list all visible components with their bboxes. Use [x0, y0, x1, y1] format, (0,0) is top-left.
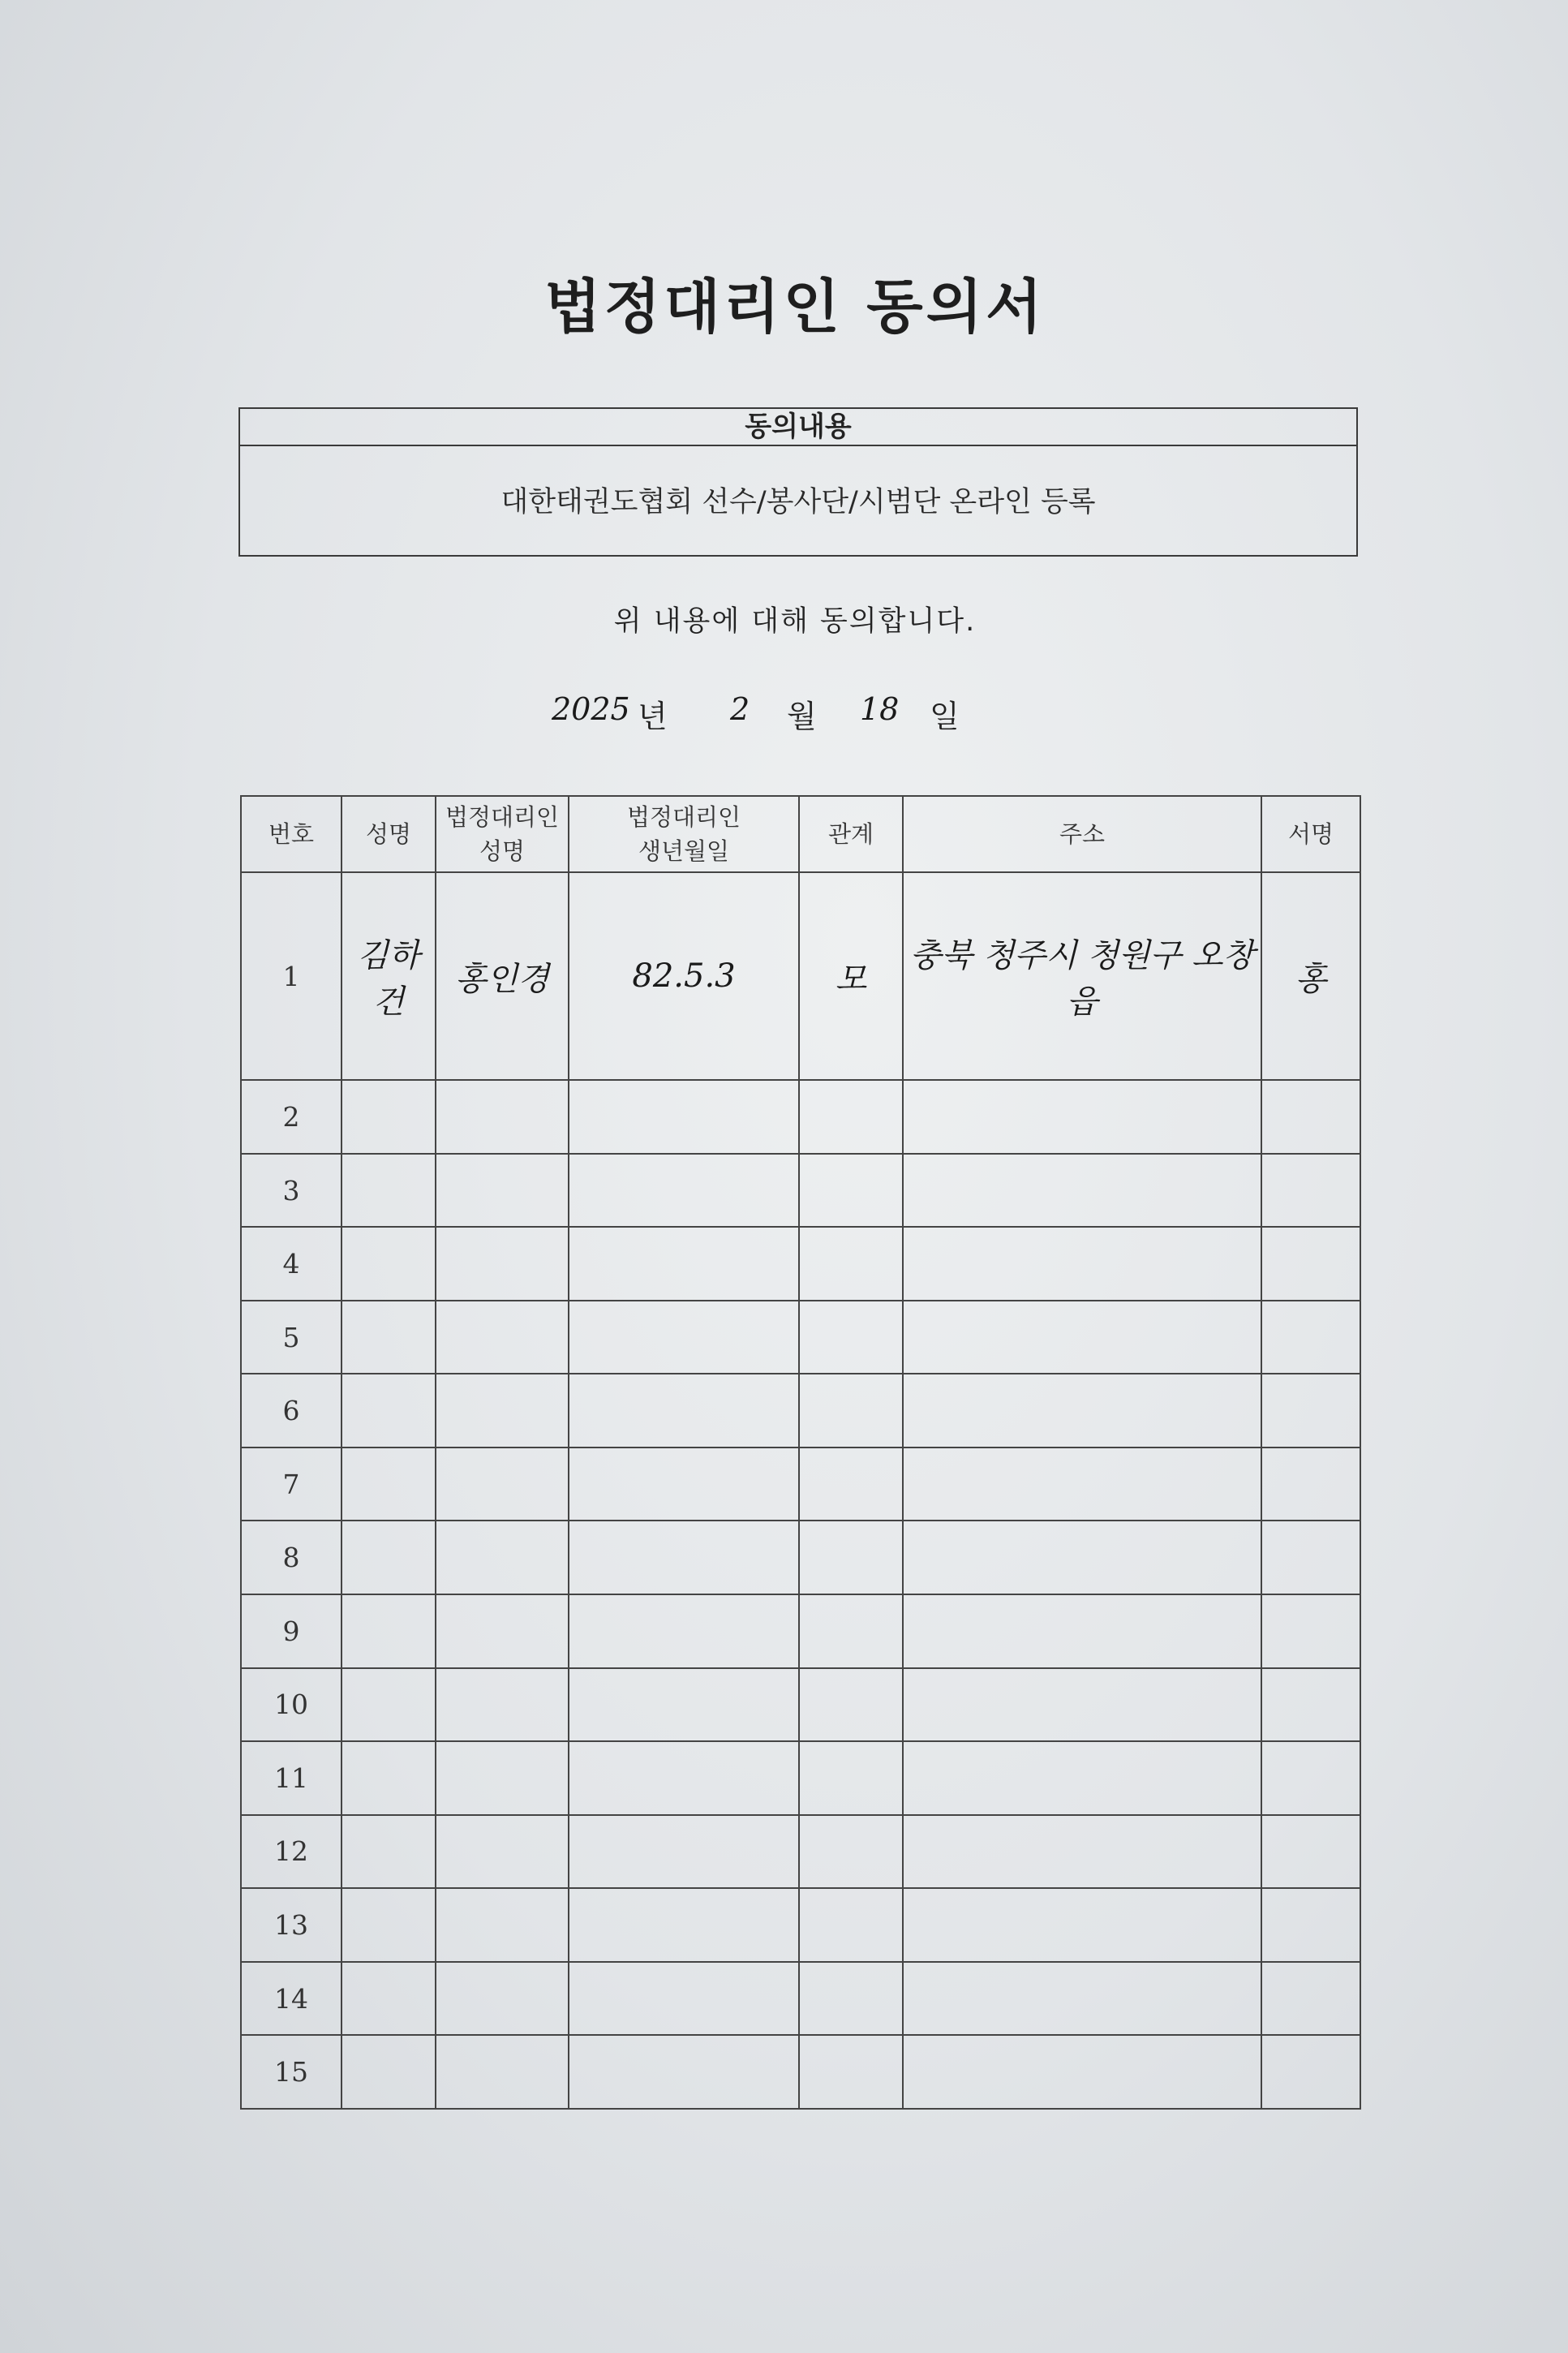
- date-line: [552, 691, 973, 740]
- cell-relation: [799, 1741, 903, 1815]
- cell-guardian-birth: [569, 1227, 799, 1301]
- cell-guardian-name: [436, 1594, 569, 1668]
- cell-relation: [799, 1815, 903, 1889]
- cell-no: 15: [241, 2035, 342, 2109]
- cell-guardian-birth: [569, 2035, 799, 2109]
- cell-relation: 모: [799, 872, 903, 1080]
- cell-guardian-name: [436, 1154, 569, 1228]
- cell-no: 14: [241, 1962, 342, 2036]
- cell-guardian-name: [436, 1301, 569, 1374]
- cell-signature: [1261, 1815, 1360, 1889]
- cell-guardian-name: [436, 1374, 569, 1448]
- cell-guardian-name: [436, 1668, 569, 1742]
- cell-name: [342, 1301, 436, 1374]
- cell-address: [903, 1154, 1261, 1228]
- table-row: [241, 1741, 1360, 1815]
- cell-signature: 홍: [1261, 872, 1360, 1080]
- cell-signature: [1261, 1521, 1360, 1594]
- header-guardian-name: [436, 796, 569, 872]
- cell-guardian-name: [436, 1741, 569, 1815]
- cell-address: [903, 1594, 1261, 1668]
- cell-guardian-birth: [569, 1301, 799, 1374]
- table-row: [241, 1154, 1360, 1228]
- cell-no: 6: [241, 1374, 342, 1448]
- table-row: [241, 1227, 1360, 1301]
- header-address: 주소: [903, 796, 1261, 872]
- cell-signature: [1261, 2035, 1360, 2109]
- cell-guardian-name: [436, 1448, 569, 1521]
- cell-signature: [1261, 1227, 1360, 1301]
- table-row: [241, 872, 1360, 1080]
- document-title: 법정대리인 동의서: [544, 273, 1046, 341]
- date-month-unit: 월: [787, 699, 817, 734]
- cell-name: [342, 1521, 436, 1594]
- cell-address: [903, 1962, 1261, 2036]
- header-guardian-birth: [569, 796, 799, 872]
- table-row: [241, 1594, 1360, 1668]
- cell-guardian-birth: [569, 1888, 799, 1962]
- cell-signature: [1261, 1594, 1360, 1668]
- cell-name: [342, 1594, 436, 1668]
- cell-signature: [1261, 1301, 1360, 1374]
- cell-guardian-birth: [569, 1521, 799, 1594]
- cell-guardian-birth: [569, 1741, 799, 1815]
- cell-name: 김하건: [342, 872, 436, 1080]
- cell-guardian-name: [436, 1888, 569, 1962]
- cell-address: [903, 1080, 1261, 1154]
- cell-no: 12: [241, 1815, 342, 1889]
- date-year: 2025: [552, 691, 630, 727]
- cell-no: 7: [241, 1448, 342, 1521]
- consent-header: 동의내용: [240, 409, 1356, 446]
- cell-relation: [799, 1521, 903, 1594]
- cell-signature: [1261, 1374, 1360, 1448]
- cell-address: [903, 2035, 1261, 2109]
- cell-name: [342, 1080, 436, 1154]
- cell-relation: [799, 1448, 903, 1521]
- cell-no: 2: [241, 1080, 342, 1154]
- cell-guardian-name: [436, 1521, 569, 1594]
- cell-guardian-birth: [569, 1962, 799, 2036]
- cell-address: [903, 1374, 1261, 1448]
- cell-guardian-name: [436, 1080, 569, 1154]
- table-row: [241, 1301, 1360, 1374]
- agree-statement: 위 내용에 대해 동의합니다.: [613, 605, 977, 638]
- cell-relation: [799, 1154, 903, 1228]
- header-guardian-birth-line2: 생년월일: [638, 837, 730, 865]
- table-row: [241, 1080, 1360, 1154]
- consent-box: [238, 407, 1358, 557]
- cell-signature: [1261, 1888, 1360, 1962]
- table-row: [241, 1888, 1360, 1962]
- cell-name: [342, 2035, 436, 2109]
- cell-guardian-name: [436, 2035, 569, 2109]
- cell-no: 1: [241, 872, 342, 1080]
- table-row: [241, 1374, 1360, 1448]
- cell-name: [342, 1888, 436, 1962]
- cell-name: [342, 1374, 436, 1448]
- cell-guardian-name: 홍인경: [436, 872, 569, 1080]
- cell-name: [342, 1154, 436, 1228]
- table-row: [241, 1521, 1360, 1594]
- header-relation: 관계: [799, 796, 903, 872]
- header-guardian-name-line2: 성명: [479, 837, 526, 865]
- cell-relation: [799, 1962, 903, 2036]
- cell-relation: [799, 1888, 903, 1962]
- cell-relation: [799, 2035, 903, 2109]
- cell-address: 충북 청주시 청원구 오창읍: [903, 872, 1261, 1080]
- cell-address: [903, 1448, 1261, 1521]
- cell-relation: [799, 1668, 903, 1742]
- cell-name: [342, 1962, 436, 2036]
- cell-no: 3: [241, 1154, 342, 1228]
- cell-guardian-birth: [569, 1815, 799, 1889]
- cell-name: [342, 1741, 436, 1815]
- cell-relation: [799, 1594, 903, 1668]
- table-row: [241, 1668, 1360, 1742]
- consent-body: 대한태권도협회 선수/봉사단/시범단 온라인 등록: [500, 486, 1096, 518]
- cell-relation: [799, 1374, 903, 1448]
- cell-address: [903, 1227, 1261, 1301]
- header-guardian-name-line1: 법정대리인: [445, 803, 560, 831]
- cell-guardian-name: [436, 1962, 569, 2036]
- cell-no: 5: [241, 1301, 342, 1374]
- cell-address: [903, 1668, 1261, 1742]
- cell-address: [903, 1815, 1261, 1889]
- date-year-unit: 년: [638, 699, 668, 734]
- cell-guardian-birth: [569, 1594, 799, 1668]
- cell-no: 13: [241, 1888, 342, 1962]
- cell-name: [342, 1448, 436, 1521]
- table-row: [241, 2035, 1360, 2109]
- cell-guardian-birth: [569, 1154, 799, 1228]
- cell-no: 9: [241, 1594, 342, 1668]
- cell-no: 11: [241, 1741, 342, 1815]
- cell-no: 8: [241, 1521, 342, 1594]
- cell-name: [342, 1668, 436, 1742]
- header-guardian-birth-line1: 법정대리인: [626, 803, 741, 831]
- date-day: 18: [860, 691, 900, 727]
- cell-no: 4: [241, 1227, 342, 1301]
- cell-relation: [799, 1301, 903, 1374]
- guardian-roster-table: [240, 795, 1361, 2110]
- header-no: 번호: [241, 796, 342, 872]
- date-day-unit: 일: [930, 699, 960, 734]
- table-header-row: [241, 796, 1360, 872]
- cell-signature: [1261, 1448, 1360, 1521]
- cell-guardian-name: [436, 1227, 569, 1301]
- cell-guardian-birth: [569, 1448, 799, 1521]
- header-signature: 서명: [1261, 796, 1360, 872]
- cell-signature: [1261, 1962, 1360, 2036]
- date-month: 2: [730, 691, 750, 727]
- table-row: [241, 1962, 1360, 2036]
- cell-guardian-birth: [569, 1668, 799, 1742]
- cell-no: 10: [241, 1668, 342, 1742]
- cell-address: [903, 1741, 1261, 1815]
- cell-signature: [1261, 1668, 1360, 1742]
- cell-guardian-birth: [569, 1374, 799, 1448]
- cell-name: [342, 1815, 436, 1889]
- cell-relation: [799, 1227, 903, 1301]
- table-row: [241, 1815, 1360, 1889]
- cell-guardian-birth: [569, 1080, 799, 1154]
- cell-guardian-name: [436, 1815, 569, 1889]
- cell-signature: [1261, 1741, 1360, 1815]
- header-name: 성명: [342, 796, 436, 872]
- table-row: [241, 1448, 1360, 1521]
- cell-address: [903, 1301, 1261, 1374]
- cell-guardian-birth: 82.5.3: [569, 872, 799, 1080]
- cell-address: [903, 1888, 1261, 1962]
- cell-address: [903, 1521, 1261, 1594]
- cell-signature: [1261, 1154, 1360, 1228]
- cell-signature: [1261, 1080, 1360, 1154]
- cell-name: [342, 1227, 436, 1301]
- cell-relation: [799, 1080, 903, 1154]
